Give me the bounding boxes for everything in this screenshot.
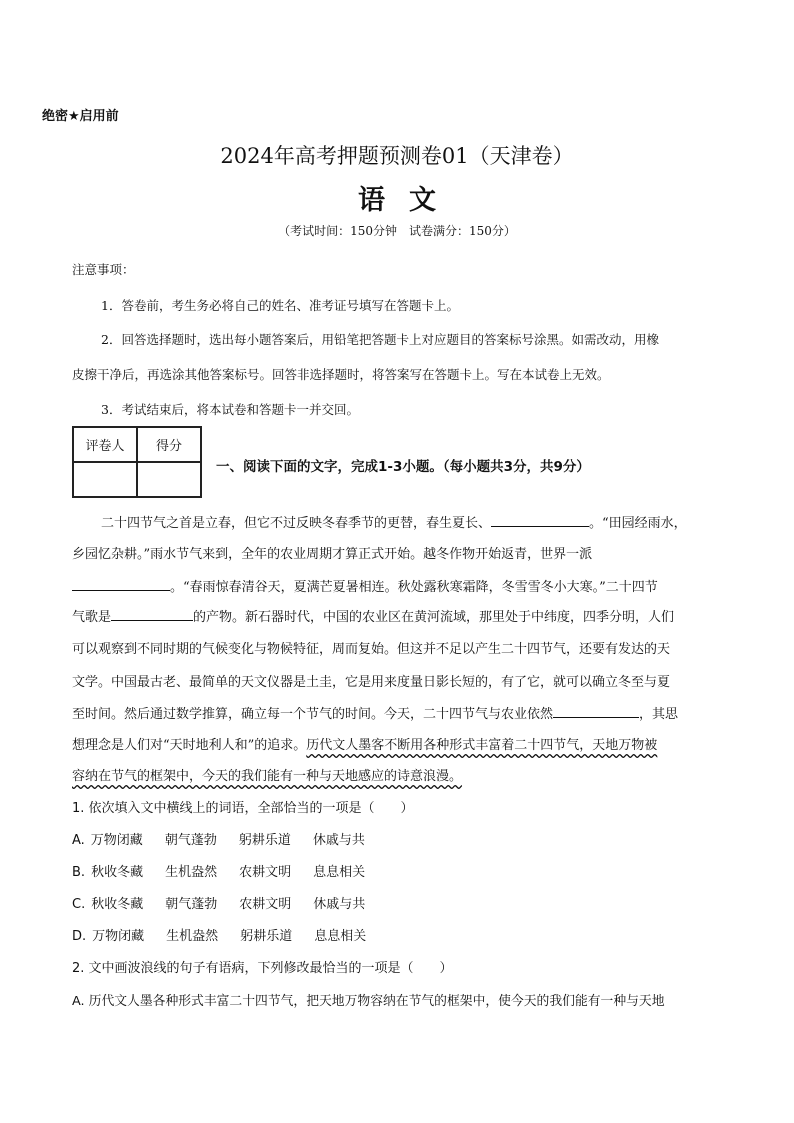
question-1-stem: 1. 依次填入文中横线上的词语，全部恰当的一项是（ ） (72, 801, 414, 816)
option-word: 秋收冬藏 (91, 865, 144, 880)
option-c[interactable] (72, 893, 387, 912)
fill-blank-3 (111, 606, 193, 621)
option-word: 秋收冬藏 (91, 897, 144, 912)
passage-text: 二十四节气之首是立春，但它不过反映冬春季节的更替，春生夏长、 (101, 516, 492, 531)
option-d[interactable] (72, 925, 388, 944)
passage-line (72, 703, 678, 722)
question-2-stem: 2. 文中画波浪线的句子有语病，下列修改最恰当的一项是（ ） (72, 961, 453, 976)
option-word: 农耕文明 (239, 897, 292, 912)
exam-info: （考试时间：150分钟 试卷满分：150分） (278, 224, 516, 238)
fill-blank-1 (491, 512, 589, 527)
score-header-score: 得分 (137, 427, 201, 462)
option-word: 息息相关 (313, 865, 366, 880)
passage-line (72, 606, 674, 625)
score-table (72, 426, 202, 498)
passage-text: 。“田园经雨水， (589, 516, 687, 531)
passage-text: 的产物。新石器时代，中国的农业区在黄河流域，那里处于中纬度，四季分明，人们 (193, 610, 675, 625)
section-heading: 一、阅读下面的文字，完成1-3小题。（每小题共3分，共9分） (216, 459, 590, 475)
passage-text: 气歌是 (72, 610, 112, 625)
confidential-label: 绝密★启用前 (42, 109, 119, 124)
option-label: C. (72, 897, 86, 912)
wavy-underlined-sentence: 容纳在节气的框架中，今天的我们能有一种与天地感应的诗意浪漫。 (72, 769, 463, 784)
notice-item: 3．考试结束后，将本试卷和答题卡一并交回。 (101, 402, 359, 417)
option-label: D. (72, 929, 87, 944)
option-word: 生机盎然 (166, 929, 219, 944)
option-b[interactable] (72, 861, 387, 880)
passage-text: 想理念是人们对“天时地利人和”的追求。 (72, 738, 307, 753)
option-a[interactable] (72, 829, 387, 848)
notice-item: 2．回答选择题时，选出每小题答案后，用铅笔把答题卡上对应题目的答案标号涂黑。如需改动，用橡 (101, 332, 659, 347)
option-word: 朝气蓬勃 (164, 833, 217, 848)
option-word: 万物闭藏 (90, 833, 143, 848)
passage-text: 至时间。然后通过数学推算，确立每一个节气的时间。今天，二十四节气与农业依然 (72, 707, 554, 722)
passage-line: 乡园忆杂耕。”雨水节气来到，全年的农业周期才算正式开始。越冬作物开始返青，世界一派 (72, 547, 593, 562)
fill-blank-2 (72, 576, 170, 591)
option-word: 躬耕乐道 (240, 929, 293, 944)
fill-blank-4 (553, 703, 639, 718)
option-word: 万物闭藏 (92, 929, 145, 944)
exam-title: 2024年高考押题预测卷01（天津卷） (220, 144, 574, 168)
option-label: B. (72, 865, 86, 880)
option-label: A. (72, 833, 85, 848)
passage-line (72, 765, 462, 784)
passage-line: 可以观察到不同时期的气候变化与物候特征，周而复始。但这并不足以产生二十四节气，还要有发达的天 (72, 642, 671, 657)
score-header-grader: 评卷人 (73, 427, 137, 462)
wavy-underlined-sentence: 历代文人墨客不断用各种形式丰富着二十四节气，天地万物被 (306, 738, 658, 753)
notice-item: 皮擦干净后，再选涂其他答案标号。回答非选择题时，将答案写在答题卡上。写在本试卷上无效。 (72, 367, 610, 382)
option-word: 息息相关 (314, 929, 367, 944)
question-2-option-a[interactable]: A. 历代文人墨各种形式丰富二十四节气，把天地万物容纳在节气的框架中，使今天的我们能有一种与天地 (72, 994, 665, 1009)
passage-text: 。“春雨惊春清谷天，夏满芒夏暑相连。秋处露秋寒霜降，冬雪雪冬小大寒。”二十四节 (170, 580, 658, 595)
passage-line (72, 576, 658, 595)
option-word: 休戚与共 (313, 897, 366, 912)
grader-cell[interactable] (73, 462, 137, 497)
notice-heading: 注意事项： (72, 262, 135, 277)
option-word: 躬耕乐道 (238, 833, 291, 848)
score-cell[interactable] (137, 462, 201, 497)
option-word: 朝气蓬勃 (165, 897, 218, 912)
notice-item: 1．答卷前，考生务必将自己的姓名、准考证号填写在答题卡上。 (101, 298, 459, 313)
subject-title: 语文 (358, 185, 460, 216)
option-word: 生机盎然 (165, 865, 218, 880)
passage-text: ，其思 (639, 707, 679, 722)
passage-line (101, 512, 687, 531)
option-word: 休戚与共 (312, 833, 365, 848)
option-word: 农耕文明 (239, 865, 292, 880)
passage-line: 文学。中国最古老、最简单的天文仪器是土圭，它是用来度量日影长短的，有了它，就可以确立冬至与夏 (72, 675, 671, 690)
passage-line (72, 734, 657, 753)
